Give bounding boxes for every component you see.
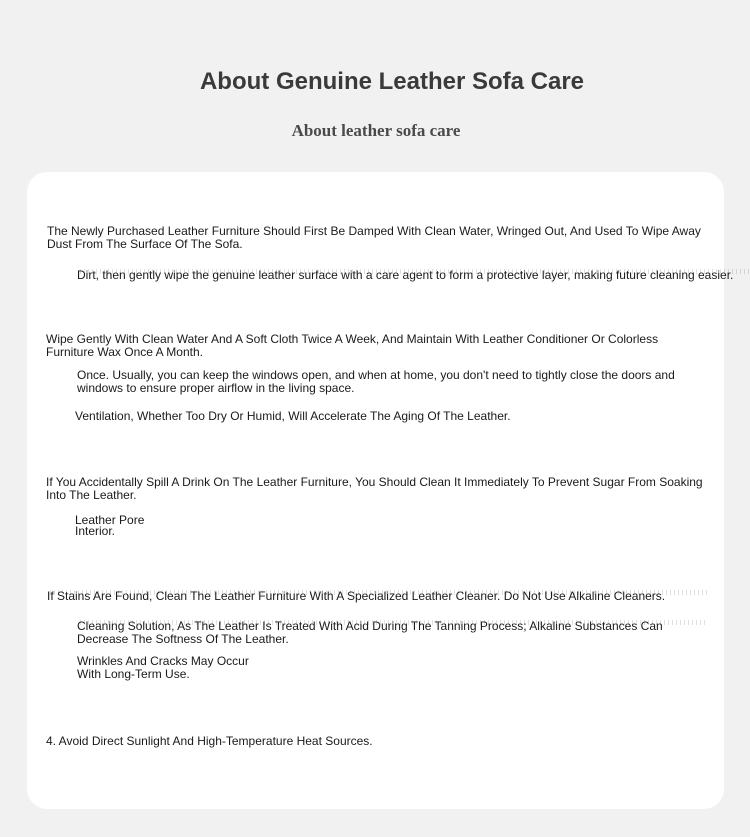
section-3-detail-1: Leather Pore bbox=[75, 513, 145, 527]
section-2-detail-1: Once. Usually, you can keep the windows open, and when at home, you don't need to tightly close the doors and windows to ensure proper airflow in the living space. bbox=[77, 368, 675, 395]
section-5-heading: 4. Avoid Direct Sunlight And High-Temperature Heat Sources. bbox=[46, 734, 373, 748]
section-2-detail-2: Ventilation, Whether Too Dry Or Humid, Will Accelerate The Aging Of The Leather. bbox=[75, 409, 511, 423]
page-subtitle: About leather sofa care bbox=[291, 121, 461, 140]
section-4-detail-2: Wrinkles And Cracks May Occur bbox=[77, 654, 249, 668]
section-3-detail-2: Interior. bbox=[75, 524, 116, 538]
section-1-detail: Dirt, then gently wipe the genuine leather surface with a care agent to form a protective layer, making future cleaning easier. bbox=[77, 269, 749, 282]
section-1-heading: The Newly Purchased Leather Furniture Should First Be Damped With Clean Water, Wringed Out, And Used To Wipe Away Dust From The Surface Of The Sofa. bbox=[47, 224, 701, 251]
section-4-detail-1: Cleaning Solution, As The Leather Is Treated With Acid During The Tanning Process; Alkaline Substances Can Decrease The Softness Of The Leather. bbox=[77, 620, 707, 646]
page-title: About Genuine Leather Sofa Care bbox=[199, 68, 585, 95]
section-3-heading: If You Accidentally Spill A Drink On The Leather Furniture, You Should Clean It Immediately To Prevent Sugar From Soaking Into The Leather. bbox=[46, 475, 703, 502]
section-4-heading: If Stains Are Found, Clean The Leather Furniture With A Specialized Leather Cleaner. Do Not Use Alkaline Cleaners. bbox=[47, 590, 707, 603]
section-4-detail-3: With Long-Term Use. bbox=[77, 667, 190, 681]
section-2-heading: Wipe Gently With Clean Water And A Soft Cloth Twice A Week, And Maintain With Leather Conditioner Or Colorless Furniture Wax Once A Month. bbox=[46, 332, 659, 359]
